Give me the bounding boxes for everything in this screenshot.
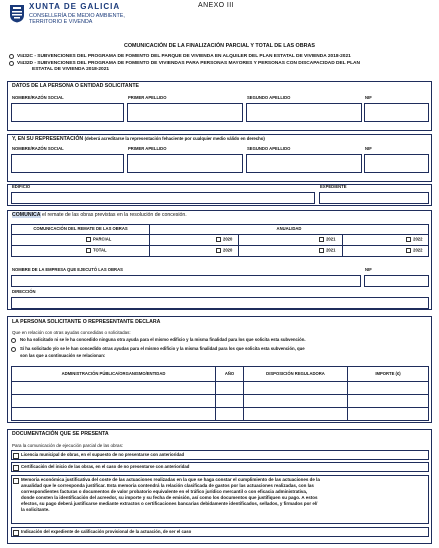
year-checkbox[interactable] [406, 248, 411, 253]
expediente-label: EXPEDIENTE [320, 184, 347, 189]
nif-label: NIF [365, 95, 372, 100]
parcial-checkbox[interactable] [86, 237, 91, 242]
doc-item-license [11, 450, 429, 460]
rep-surname1-field[interactable] [127, 154, 243, 173]
table-row [12, 408, 429, 421]
document-title: COMUNICACIÓN DE LA FINALIZACIÓN PARCIAL Y TOTAL DE LAS OBRAS [123, 43, 316, 49]
table-row [12, 382, 429, 395]
procedure-text: VI432C - SUBVENCIONES DEL PROGRAMA DE FOMENTO DEL PARQUE DE VIVIENDA EN ALQUILER DEL PLAN ESTATAL DE VIVIENDA 2018-2021 [17, 54, 351, 59]
year-label: 2020 [223, 236, 233, 242]
year-label: 2020 [223, 247, 233, 253]
cell[interactable] [348, 408, 429, 421]
parcial-label: PARCIAL [93, 236, 112, 242]
year-label: 2021 [326, 247, 336, 253]
license-checkbox[interactable] [13, 453, 19, 459]
memo-checkbox[interactable] [13, 478, 19, 484]
total-label: TOTAL [93, 247, 107, 253]
memo-line: donde consten la identificación del acreedor, su importe y su fecha de emisión, así como los documentos que justifiquen su pago. A estos [21, 494, 318, 500]
doc-item-memo [11, 475, 429, 524]
aid-col-admin: ADMINISTRACIÓN PÚBLICA/ORGANISMO/ENTIDAD [12, 367, 216, 382]
memo-line: correspondientes facturas o documentos de valor probatorio equivalente en el tráfico jurídico mercantil o con eficacia administrativa, [21, 488, 308, 494]
applicant-name-field[interactable] [11, 103, 124, 122]
org-name: XUNTA DE GALICIA [29, 2, 121, 11]
year-checkbox[interactable] [319, 248, 324, 253]
year-cell [239, 235, 343, 246]
representative-subtitle: (deberá acreditarse la representación fehaciente por cualquier medio válido en derecho) [84, 136, 265, 141]
doc-item-calification [11, 527, 429, 537]
communicates-text: el remate de las obras previstas en la resolución de concesión. [40, 212, 187, 218]
cell[interactable] [244, 382, 348, 395]
year-cell [343, 235, 429, 246]
building-section [7, 184, 432, 206]
cell[interactable] [244, 395, 348, 408]
works-col-header: COMUNICACIÓN DEL REMATE DE LAS OBRAS [12, 225, 150, 235]
representative-title-text: Y, EN SU REPRESENTACIÓN [12, 136, 84, 142]
name-label: NOMBRE/RAZÓN SOCIAL [12, 95, 64, 100]
cell[interactable] [216, 395, 244, 408]
documents-intro: Para la comunicación de ejecución parcial de las obras: [12, 443, 124, 448]
applicant-nif-field[interactable] [364, 103, 429, 122]
yes-aid-text-cont: son las que a continuación se relacionan: [20, 353, 106, 358]
cell[interactable] [12, 382, 216, 395]
address-label: DIRECCIÓN [12, 289, 36, 294]
aid-col-year: AÑO [216, 367, 244, 382]
cell[interactable] [348, 395, 429, 408]
communicates-keyword: COMUNICA [12, 212, 41, 218]
year-checkbox[interactable] [406, 237, 411, 242]
memo-line: anualidad que le corresponda justificar. Esta memoria contendrá la relación clasificada de gastos por las actuaciones realizadas, con las [21, 482, 314, 488]
org-department: CONSELLERÍA DE MEDIO AMBIENTE, [29, 13, 125, 19]
rep-surname2-field[interactable] [246, 154, 362, 173]
surname1-label: PRIMER APELLIDO [128, 146, 167, 151]
cell[interactable] [216, 382, 244, 395]
surname2-label: SEGUNDO APELLIDO [247, 146, 291, 151]
company-nif-label: NIF [365, 267, 372, 272]
company-label: NOMBRE DE LA EMPRESA QUE EJECUTÓ LAS OBRAS [12, 267, 123, 272]
company-name-field[interactable] [11, 275, 361, 287]
cell[interactable] [216, 408, 244, 421]
surname1-label: PRIMER APELLIDO [128, 95, 167, 100]
surname2-label: SEGUNDO APELLIDO [247, 95, 291, 100]
doc-item-start-cert [11, 462, 429, 472]
procedure-text-cont: ESTATAL DE VIVIENDA 2018-2021 [32, 66, 110, 72]
applicant-surname1-field[interactable] [127, 103, 243, 122]
representative-section [7, 134, 432, 182]
year-label: 2022 [413, 247, 423, 253]
applicant-surname2-field[interactable] [246, 103, 362, 122]
aid-table [11, 366, 429, 421]
memo-line: efectos, su pago deberá justificarse mediante extractos o certificaciones bancarias debidamente identificados, sellados, y firmados por el/ [21, 500, 318, 506]
calification-checkbox[interactable] [13, 530, 19, 536]
year-cell [150, 235, 239, 246]
year-checkbox[interactable] [216, 237, 221, 242]
rep-name-field[interactable] [11, 154, 124, 173]
start-cert-text: Certificación del inicio de las obras, en el caso de no presentarse con anterioridad [21, 464, 190, 469]
declares-title: LA PERSONA SOLICITANTE O REPRESENTANTE DECLARA [12, 319, 161, 325]
aid-col-amount: IMPORTE (€) [348, 367, 429, 382]
memo-line: Memoria económica justificativa del coste de las actuaciones realizadas en la que se haga constar el cumplimiento de las actuaciones de la [21, 477, 320, 482]
memo-text [21, 477, 426, 513]
expediente-field[interactable] [319, 192, 429, 204]
declares-section [7, 316, 432, 423]
year-checkbox[interactable] [216, 248, 221, 253]
license-text: Licencia municipal de obras, en el supuesto de no presentarse con anterioridad [21, 452, 185, 457]
applicant-section [7, 81, 432, 131]
representative-title [12, 137, 265, 143]
applicant-title: DATOS DE LA PERSONA O ENTIDAD SOLICITANTE [12, 83, 139, 89]
communicates-title [12, 213, 187, 219]
documents-title: DOCUMENTACIÓN QUE SE PRESENTA [12, 431, 109, 437]
cell[interactable] [244, 408, 348, 421]
procedure-radio-icon[interactable] [9, 54, 14, 59]
yes-aid-text: Sí ha solicitado y/o se le han concedido otras ayudas para el mismo edificio y la misma finalidad para los que solicita esta subvención, que [20, 346, 305, 351]
year-cell [150, 246, 239, 257]
nif-label: NIF [365, 146, 372, 151]
documents-section [7, 429, 432, 544]
company-nif-field[interactable] [364, 275, 429, 287]
procedure-option-vi432c[interactable] [9, 54, 351, 60]
procedure-radio-icon[interactable] [9, 61, 14, 66]
start-cert-checkbox[interactable] [13, 465, 19, 471]
cell[interactable] [12, 395, 216, 408]
rep-nif-field[interactable] [364, 154, 429, 173]
row-total [12, 246, 150, 257]
works-table [11, 224, 429, 257]
no-aid-radio[interactable] [11, 338, 16, 343]
table-row [12, 395, 429, 408]
year-col-header: ANUALIDAD [150, 225, 429, 235]
edificio-label: EDIFICIO [12, 184, 31, 189]
aid-col-regulation: DISPOSICIÓN REGULADORA [244, 367, 348, 382]
procedure-option-vi432d[interactable] [9, 61, 360, 72]
edificio-field[interactable] [11, 192, 315, 204]
address-field[interactable] [11, 297, 429, 309]
memo-line: la solicitante. [21, 506, 50, 512]
year-checkbox[interactable] [319, 237, 324, 242]
procedure-text: VI432D - SUBVENCIONES DEL PROGRAMA DE FOMENTO DE VIVIENDAS PARA PERSONAS MAYORES Y PERSONAS CON DISCAPACIDAD DEL PLAN [17, 61, 360, 66]
org-department-line2: TERRITORIO E VIVENDA [29, 19, 93, 25]
row-parcial [12, 235, 150, 246]
year-cell [343, 246, 429, 257]
year-label: 2021 [326, 236, 336, 242]
annex-label: ANEXO III [198, 2, 234, 9]
declares-intro: Que en relación con otras ayudas concedidas o solicitadas: [12, 330, 131, 335]
calification-text: Indicación del expediente de calificación provisional de la actuación, de ser el caso [21, 529, 192, 534]
no-aid-text: No ha solicitado ni se le ha concedido ninguna otra ayuda para el mismo edificio y la misma finalidad para los que solicita esta subvención. [20, 337, 306, 342]
year-cell [239, 246, 343, 257]
year-label: 2022 [413, 236, 423, 242]
xunta-crest-icon [9, 4, 25, 23]
cell[interactable] [12, 408, 216, 421]
communicates-section [7, 210, 432, 310]
cell[interactable] [348, 382, 429, 395]
total-checkbox[interactable] [86, 248, 91, 253]
yes-aid-radio[interactable] [11, 347, 16, 352]
name-label: NOMBRE/RAZÓN SOCIAL [12, 146, 64, 151]
